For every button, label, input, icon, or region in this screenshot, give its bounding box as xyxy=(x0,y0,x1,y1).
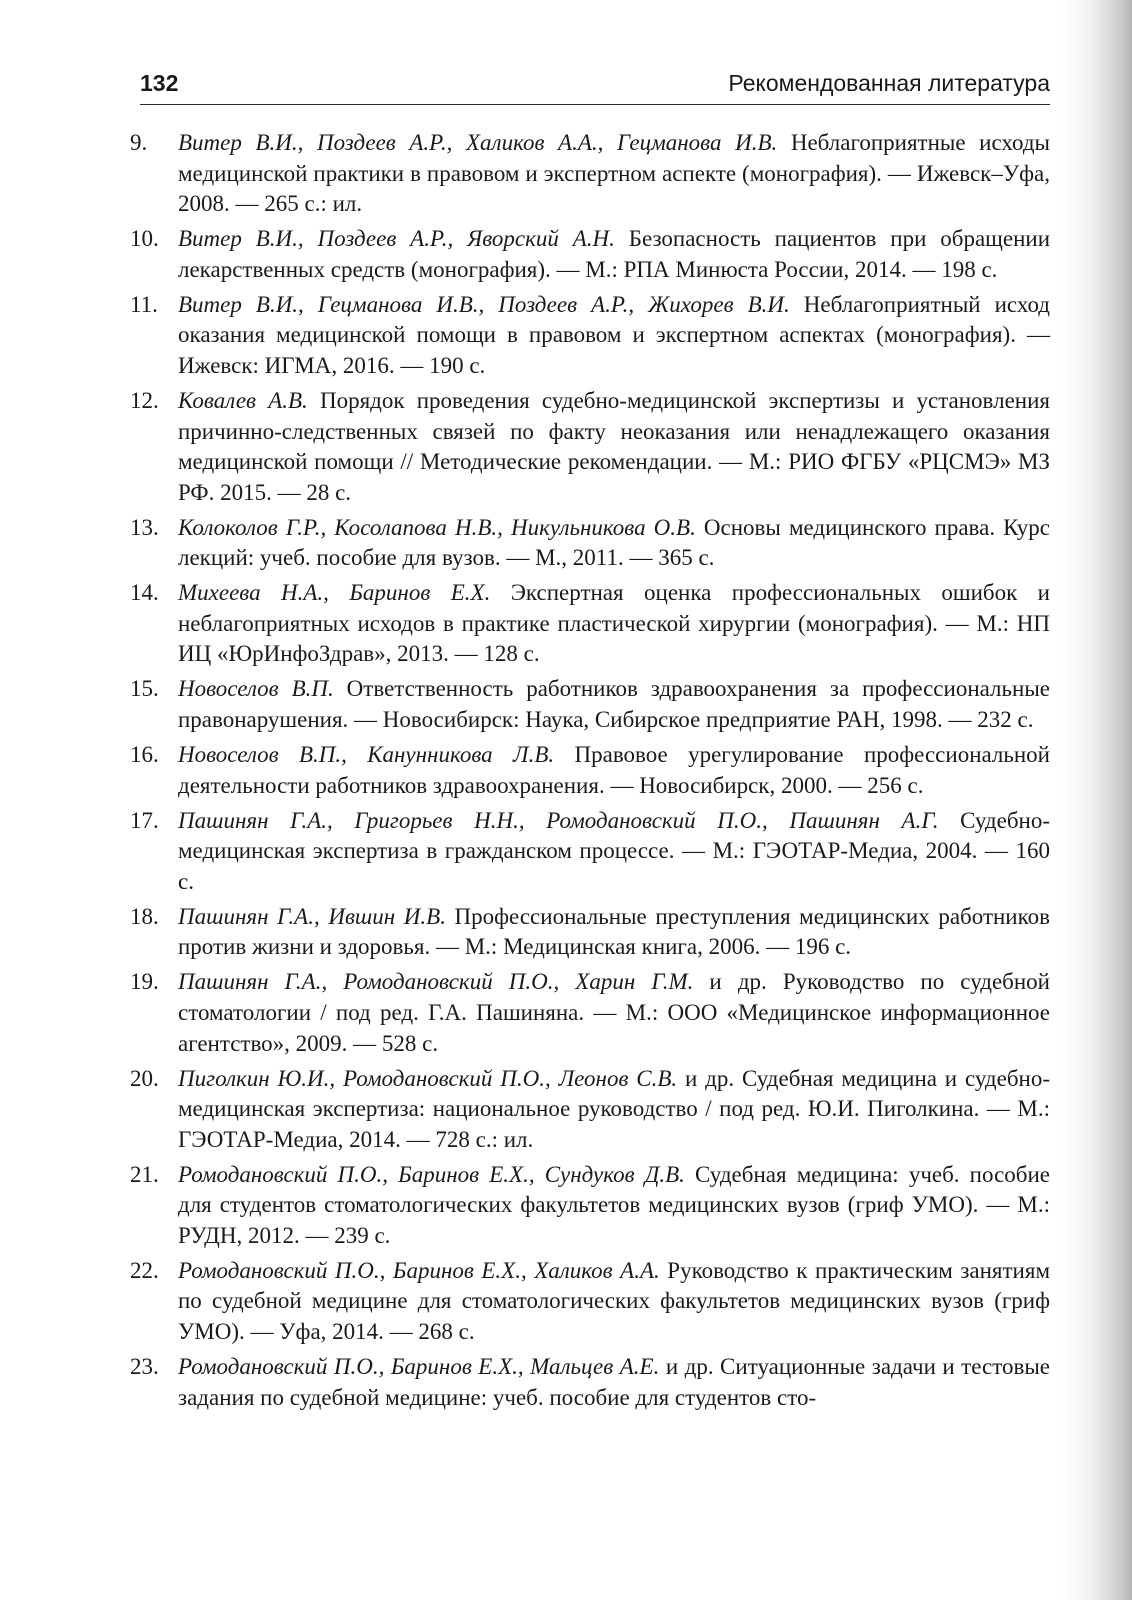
reference-number: 19. xyxy=(130,969,159,995)
reference-number: 13. xyxy=(130,514,159,540)
running-title: Рекомендованная литература xyxy=(728,70,1050,96)
reference-text: Экспертная оценка профессиональных ошибок и неблагоприятных исходов в практике пластической хирургии (монография). — М.: НП ИЦ «ЮрИнфоЗдрав», 2013. — 128 с. xyxy=(178,580,1050,667)
reference-text: Безопасность пациентов при обращении лекарственных средств (монография). — М.: РПА Минюста России, 2014. — 198 с. xyxy=(178,226,1050,282)
reference-authors: Михеева Н.А., Баринов Е.Х. xyxy=(178,580,491,606)
reference-number: 21. xyxy=(130,1161,159,1187)
reference-item xyxy=(130,806,1050,898)
reference-item xyxy=(130,967,1050,1059)
reference-authors: Колоколов Г.Р., Косолапова Н.В., Никульникова О.В. xyxy=(178,514,696,540)
reference-authors: Витер В.И., Поздеев А.Р., Яворский А.Н. xyxy=(178,226,615,252)
reference-number: 10. xyxy=(130,226,159,252)
reference-text: Профессиональные преступления медицинских работников против жизни и здоровья. — М.: Медицинская книга, 2006. — 196 с. xyxy=(178,903,1050,960)
reference-item xyxy=(130,740,1050,801)
reference-item xyxy=(130,224,1050,285)
reference-authors: Ковалев А.В. xyxy=(178,387,308,413)
reference-authors: Ромодановский П.О., Баринов Е.Х., Сундуков Д.В. xyxy=(178,1161,685,1187)
reference-item xyxy=(130,513,1050,574)
reference-text: Неблагоприятные исходы медицинской практики в правовом и экспертном аспекте (монография). — Ижевск–Уфа, 2008. — 265 с.: ил. xyxy=(178,130,1050,217)
reference-text: и др. Ситуационные задачи и тестовые задания по судебной медицине: учеб. пособие для студентов сто- xyxy=(178,1354,1050,1410)
reference-item xyxy=(130,1160,1050,1252)
reference-authors: Витер В.И., Гецманова И.В., Поздеев А.Р., Жихорев В.И. xyxy=(178,291,790,317)
reference-number: 14. xyxy=(130,580,159,606)
reference-number: 9. xyxy=(130,130,148,155)
page-number: 132 xyxy=(140,70,179,96)
reference-authors: Ромодановский П.О., Баринов Е.Х., Халиков А.А. xyxy=(178,1257,660,1283)
reference-number: 20. xyxy=(130,1065,159,1091)
reference-number: 11. xyxy=(130,291,158,317)
reference-item xyxy=(130,674,1050,735)
reference-text: Порядок проведения судебно-медицинской экспертизы и установления причинно-следственных связей по факту неоказания или ненадлежащего оказания медицинской помощи // Методические рекомендации. — М.: РИО ФГБУ «РЦСМЭ» МЗ РФ. 2015. — 28 с. xyxy=(178,387,1050,505)
reference-text: Правовое урегулирование профессиональной деятельности работников здравоохранения. — Новосибирск, 2000. — 256 с. xyxy=(178,742,1050,798)
reference-number: 18. xyxy=(130,903,159,929)
reference-authors: Пашинян Г.А., Ившин И.В. xyxy=(178,903,446,929)
reference-authors: Пиголкин Ю.И., Ромодановский П.О., Леонов С.В. xyxy=(178,1065,678,1091)
reference-authors: Ромодановский П.О., Баринов Е.Х., Мальцев А.Е. xyxy=(178,1354,660,1380)
reference-item xyxy=(130,902,1050,963)
reference-item xyxy=(130,578,1050,670)
page-edge-shadow xyxy=(1062,0,1132,1600)
reference-authors: Пашинян Г.А., Ромодановский П.О., Харин Г.М. xyxy=(178,969,694,995)
reference-list xyxy=(130,128,1050,1418)
reference-authors: Пашинян Г.А., Григорьев Н.Н., Ромодановский П.О., Пашинян А.Г. xyxy=(178,807,939,833)
reference-number: 12. xyxy=(130,387,159,413)
reference-item xyxy=(130,1256,1050,1348)
reference-item xyxy=(130,1064,1050,1156)
reference-text: и др. Руководство по судебной стоматологии / под ред. Г.А. Пашиняна. — М.: ООО «Медицинское информационное агентство», 2009. — 528 с. xyxy=(178,969,1050,1056)
reference-number: 15. xyxy=(130,676,159,702)
reference-number: 23. xyxy=(130,1354,159,1380)
reference-text: Руководство к практическим занятиям по судебной медицине для стоматологических факультетов медицинских вузов (гриф УМО). — Уфа, 2014. — 268 с. xyxy=(178,1257,1051,1345)
reference-item xyxy=(130,1352,1050,1413)
reference-number: 22. xyxy=(130,1257,159,1283)
page-header xyxy=(140,70,1050,105)
reference-text: Ответственность работников здравоохранения за профессиональные правонарушения. — Новосибирск: Наука, Сибирское предприятие РАН, 1998. — 232 с. xyxy=(178,676,1050,733)
reference-text: Судебно-медицинская экспертиза в гражданском процессе. — М.: ГЭОТАР-Медиа, 2004. — 160 с. xyxy=(178,807,1050,894)
reference-text: и др. Судебная медицина и судебно-медицинская экспертиза: национальное руководство / под ред. Ю.И. Пиголкина. — М.: ГЭОТАР-Медиа, 2014. — 728 с.: ил. xyxy=(178,1065,1050,1152)
reference-authors: Новоселов В.П., Канунникова Л.В. xyxy=(178,742,555,768)
reference-authors: Витер В.И., Поздеев А.Р., Халиков А.А., Гецманова И.В. xyxy=(178,130,778,155)
reference-number: 16. xyxy=(130,742,159,768)
reference-text: Судебная медицина: учеб. пособие для студентов стоматологических факультетов медицинских вузов (гриф УМО). — М.: РУДН, 2012. — 239 с. xyxy=(178,1161,1050,1248)
reference-text: Основы медицинского права. Курс лекций: учеб. пособие для вузов. — М., 2011. — 365 с. xyxy=(178,514,1050,571)
reference-text: Неблагоприятный исход оказания медицинской помощи в правовом и экспертном аспектах (монография). — Ижевск: ИГМА, 2016. — 190 с. xyxy=(178,291,1050,378)
reference-number: 17. xyxy=(130,807,159,833)
reference-item xyxy=(130,128,1050,220)
reference-authors: Новоселов В.П. xyxy=(178,676,334,702)
reference-item xyxy=(130,290,1050,382)
reference-item xyxy=(130,386,1050,508)
